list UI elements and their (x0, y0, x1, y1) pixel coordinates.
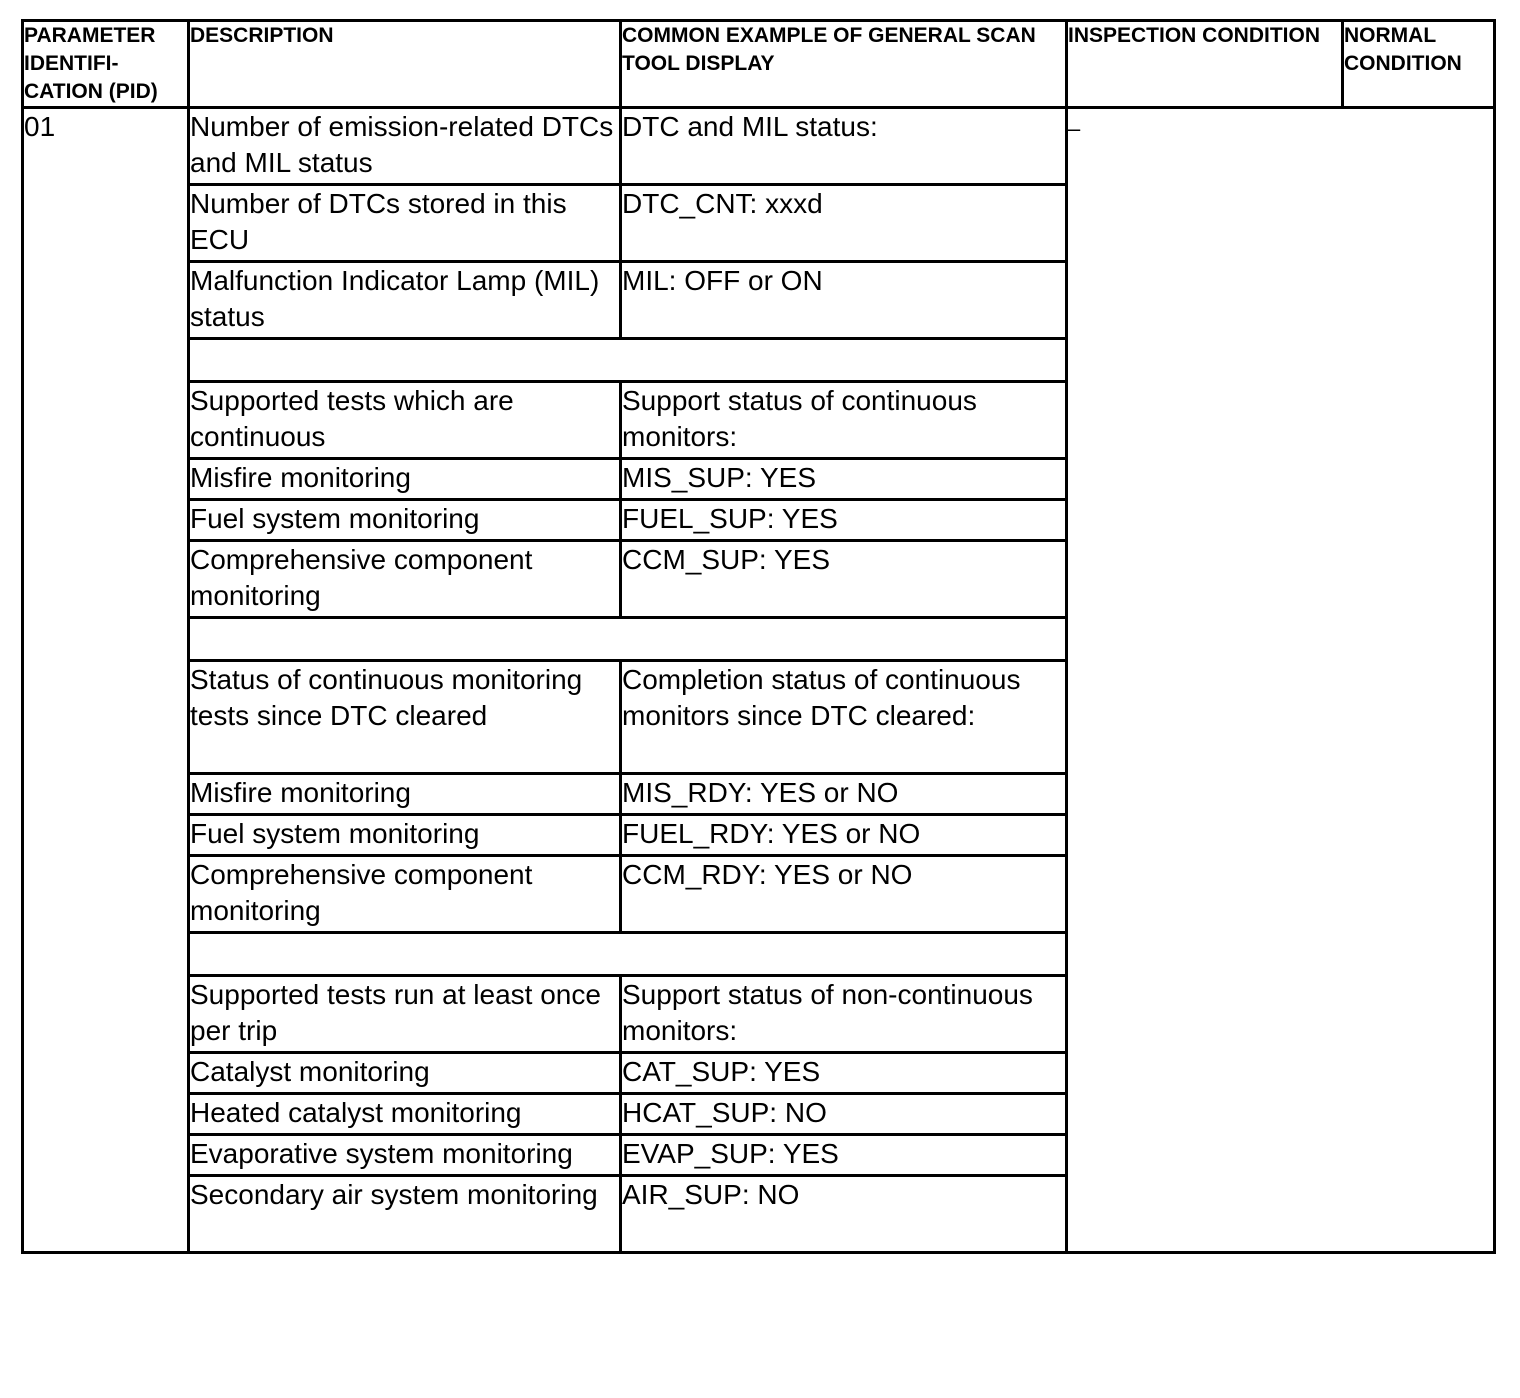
description-cell: Comprehensive component monitoring (189, 856, 621, 933)
description-cell: Malfunction Indicator Lamp (MIL) status (189, 262, 621, 339)
display-cell: FUEL_RDY: YES or NO (621, 815, 1067, 856)
display-cell: EVAP_SUP: YES (621, 1135, 1067, 1176)
display-cell: HCAT_SUP: NO (621, 1094, 1067, 1135)
spacer-cell (189, 618, 1067, 661)
display-cell: CAT_SUP: YES (621, 1053, 1067, 1094)
description-cell: Number of emission-related DTCs and MIL status (189, 108, 621, 185)
pid-table (21, 19, 1496, 1254)
display-cell: Support status of continuous monitors: (621, 382, 1067, 459)
display-cell: MIS_RDY: YES or NO (621, 774, 1067, 815)
inspection-dash: – (1068, 116, 1081, 141)
inspection-value (1067, 108, 1495, 1253)
header-description: DESCRIPTION (189, 21, 621, 108)
display-cell: CCM_RDY: YES or NO (621, 856, 1067, 933)
description-cell: Catalyst monitoring (189, 1053, 621, 1094)
spacer-cell (189, 339, 1067, 382)
description-cell: Fuel system monitoring (189, 815, 621, 856)
description-cell: Evaporative system monitoring (189, 1135, 621, 1176)
description-cell: Heated catalyst monitoring (189, 1094, 621, 1135)
description-cell: Supported tests run at least once per trip (189, 976, 621, 1053)
display-cell: AIR_SUP: NO (621, 1176, 1067, 1253)
description-cell: Comprehensive component monitoring (189, 541, 621, 618)
display-cell: Completion status of continuous monitors since DTC cleared: (621, 661, 1067, 774)
description-cell: Number of DTCs stored in this ECU (189, 185, 621, 262)
header-inspection-condition: INSPECTION CONDITION (1067, 21, 1343, 108)
description-cell: Secondary air system monitoring (189, 1176, 621, 1253)
header-row (23, 21, 1495, 108)
display-cell: DTC_CNT: xxxd (621, 185, 1067, 262)
header-scan-tool-display: COMMON EXAMPLE OF GENERAL SCAN TOOL DISPLAY (621, 21, 1067, 108)
display-cell: CCM_SUP: YES (621, 541, 1067, 618)
display-cell: Support status of non-continuous monitors: (621, 976, 1067, 1053)
header-pid: PARAMETER IDENTIFI-CATION (PID) (23, 21, 189, 108)
description-cell: Supported tests which are continuous (189, 382, 621, 459)
description-cell: Fuel system monitoring (189, 500, 621, 541)
header-normal-condition: NORMAL CONDITION (1343, 21, 1495, 108)
pid-value: 01 (23, 108, 189, 1253)
display-cell: DTC and MIL status: (621, 108, 1067, 185)
description-cell: Status of continuous monitoring tests since DTC cleared (189, 661, 621, 774)
description-cell: Misfire monitoring (189, 459, 621, 500)
description-cell: Misfire monitoring (189, 774, 621, 815)
display-cell: FUEL_SUP: YES (621, 500, 1067, 541)
table-row (23, 108, 1495, 185)
spacer-cell (189, 933, 1067, 976)
display-cell: MIS_SUP: YES (621, 459, 1067, 500)
display-cell: MIL: OFF or ON (621, 262, 1067, 339)
